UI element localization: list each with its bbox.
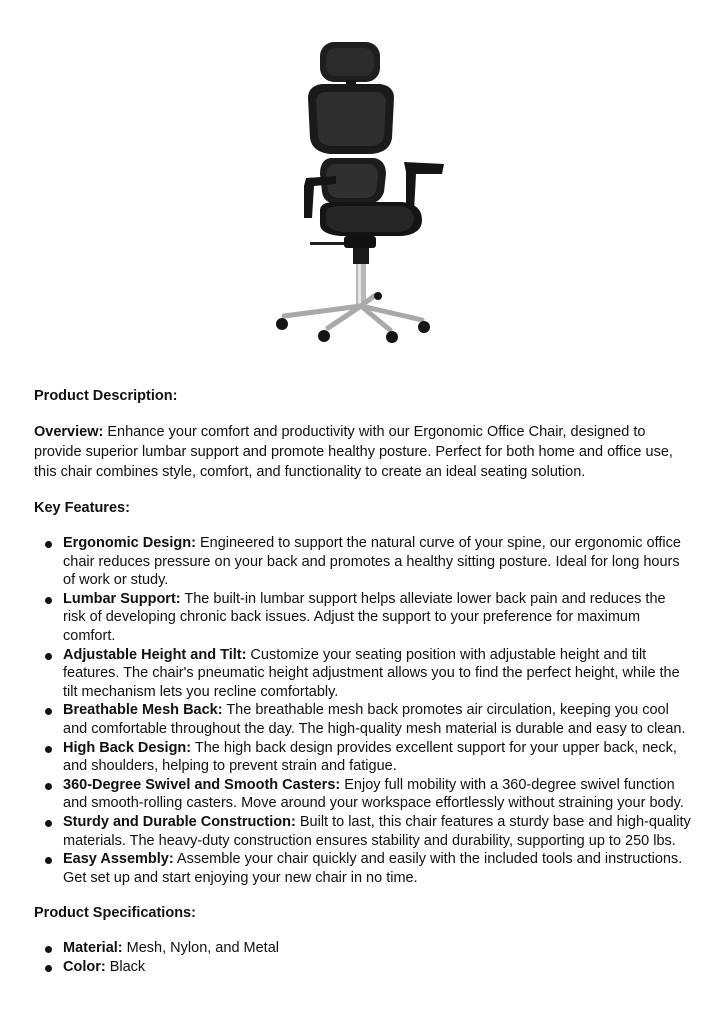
feature-text: The high back design provides excellent support for your upper back, neck, and shoulders, helping to prevent strain and fatigue. (63, 739, 677, 775)
feature-label: Breathable Mesh Back: (63, 702, 223, 719)
list-item (34, 939, 692, 958)
bullet-icon (45, 857, 52, 864)
feature-text: The breathable mesh back promotes air circulation, keeping you cool and comfortable throughout the day. The high-quality mesh material is durable and easy to clean. (63, 702, 686, 737)
feature-text: Assemble your chair quickly and easily with the included tools and instructions. Get set up and start enjoying your new chair in no time. (63, 851, 683, 886)
specs-list (34, 939, 692, 976)
product-content (34, 386, 692, 976)
product-image (0, 28, 724, 348)
feature-text: Engineered to support the natural curve of your spine, our ergonomic office chair reduces pressure on your back and promotes a healthy sitting posture. Ideal for long hours of work or study. (63, 535, 681, 589)
bullet-icon (45, 946, 52, 953)
list-item (34, 813, 692, 850)
list-item (34, 646, 692, 702)
features-list (34, 534, 692, 887)
feature-label: Lumbar Support: (63, 590, 181, 607)
feature-label: Easy Assembly: (63, 851, 174, 868)
feature-label: Adjustable Height and Tilt: (63, 646, 247, 663)
feature-label: High Back Design: (63, 739, 192, 756)
bullet-icon (45, 597, 52, 604)
spec-label: Color: (63, 958, 106, 975)
feature-label: Sturdy and Durable Construction: (63, 813, 296, 830)
description-heading: Product Description: (34, 388, 178, 404)
bullet-icon (45, 653, 52, 660)
feature-label: 360-Degree Swivel and Smooth Casters: (63, 776, 341, 793)
overview-text: Enhance your comfort and productivity with our Ergonomic Office Chair, designed to provide superior lumbar support and promote healthy posture. Perfect for both home and office use, this chair combines style, comfort, and functionality to create an ideal seating solution. (34, 424, 673, 480)
features-heading: Key Features: (34, 500, 130, 516)
bullet-icon (45, 783, 52, 790)
list-item (34, 701, 692, 738)
bullet-icon (45, 965, 52, 972)
overview-label: Overview: (34, 424, 104, 440)
list-item (34, 958, 692, 977)
bullet-icon (45, 541, 52, 548)
list-item (34, 590, 692, 646)
list-item (34, 534, 692, 590)
spec-label: Material: (63, 940, 123, 957)
bullet-icon (45, 820, 52, 827)
feature-text: Customize your seating position with adjustable height and tilt features. The chair's pneumatic height adjustment allows you to find the perfect height, while the tilt mechanism lets you recline comfortably. (63, 646, 680, 700)
bullet-icon (45, 708, 52, 715)
overview-paragraph (34, 422, 692, 482)
bullet-icon (45, 746, 52, 753)
feature-text: Built to last, this chair features a sturdy base and high-quality materials. The heavy-duty construction ensures stability and durability, supporting up to 250 lbs. (63, 813, 691, 849)
office-chair-image (262, 28, 462, 343)
feature-text: The built-in lumbar support helps alleviate lower back pain and reduces the risk of developing chronic back issues. Adjust the support to your preference for maximum comfort. (63, 590, 666, 644)
spec-value: Black (105, 958, 146, 975)
list-item (34, 739, 692, 776)
list-item (34, 776, 692, 813)
spec-value: Mesh, Nylon, and Metal (122, 940, 279, 957)
feature-text: Enjoy full mobility with a 360-degree swivel function and smooth-rolling casters. Move around your workspace effortlessly without straining your body. (63, 776, 684, 812)
specs-heading: Product Specifications: (34, 905, 196, 922)
list-item (34, 850, 692, 887)
feature-label: Ergonomic Design: (63, 535, 196, 551)
